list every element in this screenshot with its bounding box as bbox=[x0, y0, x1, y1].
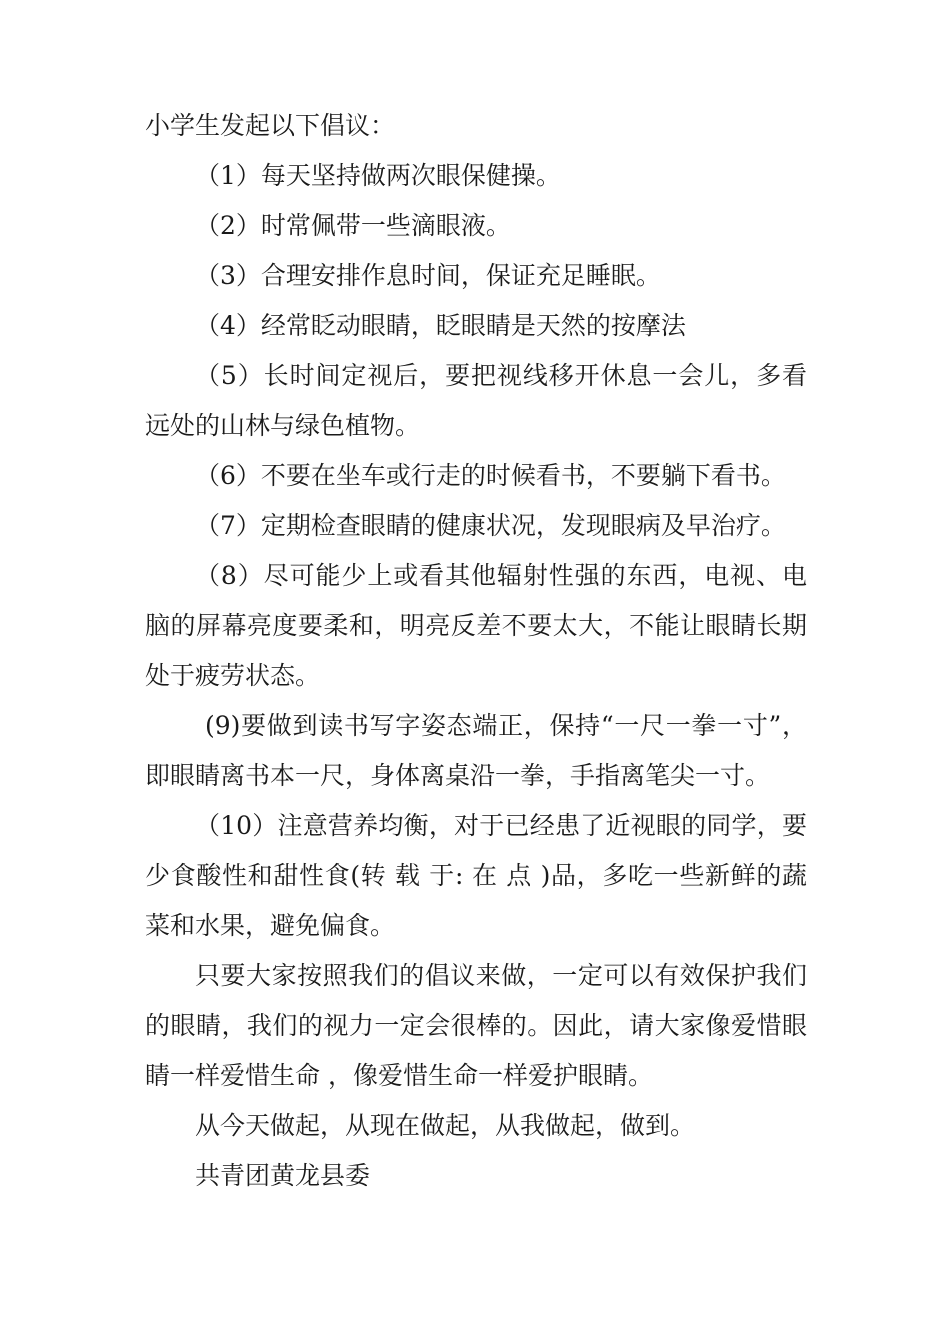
proposal-item-7: （7）定期检查眼睛的健康状况，发现眼病及早治疗。 bbox=[195, 511, 786, 540]
proposal-item-3: （3）合理安排作息时间，保证充足睡眠。 bbox=[195, 261, 661, 290]
proposal-item-2: （2）时常佩带一些滴眼液。 bbox=[195, 211, 511, 240]
closing-paragraph: 只要大家按照我们的倡议来做，一定可以有效保护我们的眼睛，我们的视力一定会很棒的。因此，请大家像爱惜眼睛一样爱惜生命 ，像爱惜生命一样爱护眼睛。 bbox=[145, 961, 807, 1090]
proposal-item-10: （10）注意营养均衡，对于已经患了近视眼的同学，要少食酸性和甜性食(转 载 于: 在 点 )品，多吃一些新鲜的蔬菜和水果，避免偏食。 bbox=[145, 811, 807, 940]
proposal-item-1: （1）每天坚持做两次眼保健操。 bbox=[195, 161, 561, 190]
slogan-paragraph: 从今天做起，从现在做起，从我做起，做到。 bbox=[195, 1111, 696, 1140]
signature: 共青团黄龙县委 bbox=[195, 1161, 371, 1190]
proposal-item-8: （8）尽可能少上或看其他辐射性强的东西，电视、电脑的屏幕亮度要柔和，明亮反差不要太大，不能让眼睛长期处于疲劳状态。 bbox=[145, 561, 807, 690]
intro-paragraph: 小学生发起以下倡议： bbox=[145, 111, 396, 140]
proposal-item-9: (9)要做到读书写字姿态端正，保持“一尺一拳一寸”，即眼睛离书本一尺，身体离桌沿一拳，手指离笔尖一寸。 bbox=[145, 711, 807, 790]
proposal-item-6: （6）不要在坐车或行走的时候看书，不要躺下看书。 bbox=[195, 461, 786, 490]
proposal-item-5: （5）长时间定视后，要把视线移开休息一会儿，多看远处的山林与绿色植物。 bbox=[145, 361, 807, 440]
proposal-item-4: （4）经常眨动眼睛，眨眼睛是天然的按摩法 bbox=[195, 311, 686, 340]
document-body bbox=[145, 101, 807, 1201]
